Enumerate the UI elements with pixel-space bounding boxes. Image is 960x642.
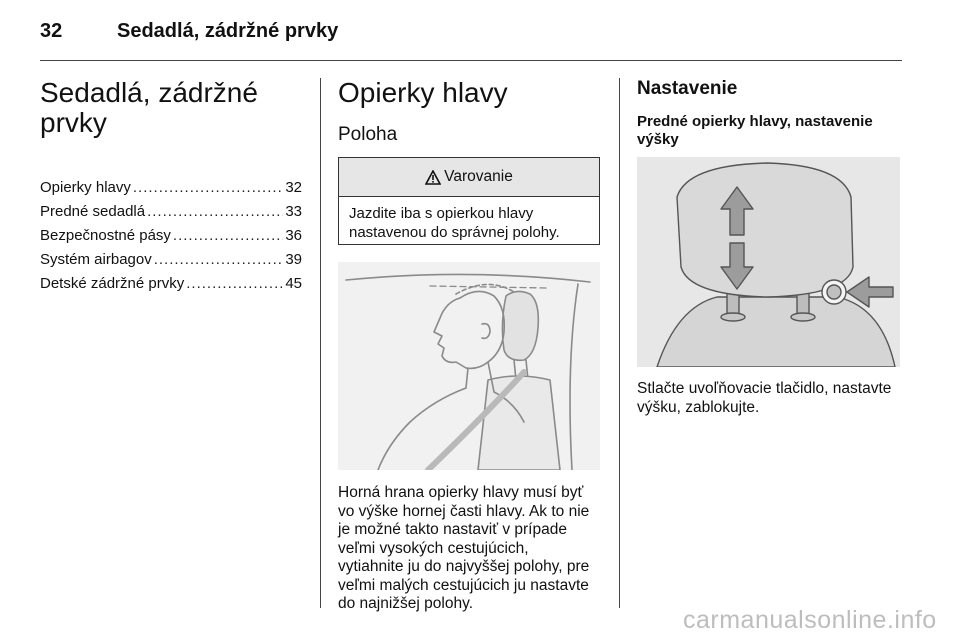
toc-leader xyxy=(186,272,283,296)
toc-leader xyxy=(133,176,283,200)
toc-item-page: 32 xyxy=(285,179,302,196)
body-line: Horná hrana opierky hlavy musí byť xyxy=(338,484,584,501)
body-line: vo výške hornej časti hlavy. Ak to nie xyxy=(338,502,590,520)
warning-triangle-icon xyxy=(425,170,441,185)
chapter-title-line1: Sedadlá, zádržné xyxy=(40,77,258,108)
toc-leader xyxy=(147,200,283,224)
toc-item-label: Systém airbagov xyxy=(40,251,152,268)
subsection-subtitle xyxy=(637,113,873,149)
running-header: Sedadlá, zádržné prvky xyxy=(117,20,339,42)
instruction-line: výšku, zablokujte. xyxy=(637,398,760,416)
toc-item-label: Bezpečnostné pásy xyxy=(40,227,171,244)
section-title: Opierky hlavy xyxy=(338,77,508,108)
body-line: veľmi malých cestujúcich ju nastavte xyxy=(338,576,589,594)
body-line: vytiahnite ju do najvyššej polohy, pre xyxy=(338,558,590,575)
toc-item[interactable] xyxy=(40,272,302,296)
toc-item-label: Predné sedadlá xyxy=(40,203,146,220)
toc-leader xyxy=(154,248,284,272)
toc-item-page: 39 xyxy=(285,251,302,268)
column-divider-right xyxy=(619,78,620,608)
warning-header xyxy=(339,158,599,197)
driver-headrest-illustration xyxy=(338,262,600,470)
header-rule xyxy=(40,60,902,61)
toc-item[interactable] xyxy=(40,248,302,272)
toc-item-page: 33 xyxy=(285,203,302,220)
body-text xyxy=(338,484,608,614)
toc-item-page: 45 xyxy=(285,275,302,292)
chapter-title-line2: prvky xyxy=(40,107,107,138)
toc-leader xyxy=(173,224,283,248)
instruction-line: Stlačte uvoľňovacie tlačidlo, nastavte xyxy=(637,380,892,397)
column-divider-left xyxy=(320,78,321,608)
body-line: veľmi vysokých cestujúcich, xyxy=(338,539,529,557)
warning-heading: Varovanie xyxy=(444,168,513,185)
toc-item[interactable] xyxy=(40,224,302,248)
subsection-title: Nastavenie xyxy=(637,78,738,99)
body-line: je možné takto nastaviť v prípade xyxy=(338,521,567,538)
body-line: do najnižšej polohy. xyxy=(338,595,473,612)
chapter-title xyxy=(40,78,310,138)
headrest-adjust-illustration xyxy=(637,157,900,367)
warning-line: nastavenou do správnej polohy. xyxy=(349,223,560,241)
subsection-subtitle-line: Predné opierky hlavy, nastavenie xyxy=(637,113,873,130)
toc-item-label: Detské zádržné prvky xyxy=(40,275,185,292)
watermark: carmanualsonline.info xyxy=(683,606,937,634)
toc-item-page: 36 xyxy=(285,227,302,244)
toc-item-label: Opierky hlavy xyxy=(40,179,131,196)
instruction-text xyxy=(637,380,907,417)
warning-line: Jazdite iba s opierkou hlavy xyxy=(349,205,534,222)
warning-text xyxy=(339,197,599,242)
toc-item[interactable] xyxy=(40,200,302,224)
section-subtitle: Poloha xyxy=(338,124,398,145)
warning-box xyxy=(338,157,600,245)
subsection-subtitle-line: výšky xyxy=(637,131,679,148)
page-number: 32 xyxy=(40,20,63,42)
toc-item[interactable] xyxy=(40,176,302,200)
